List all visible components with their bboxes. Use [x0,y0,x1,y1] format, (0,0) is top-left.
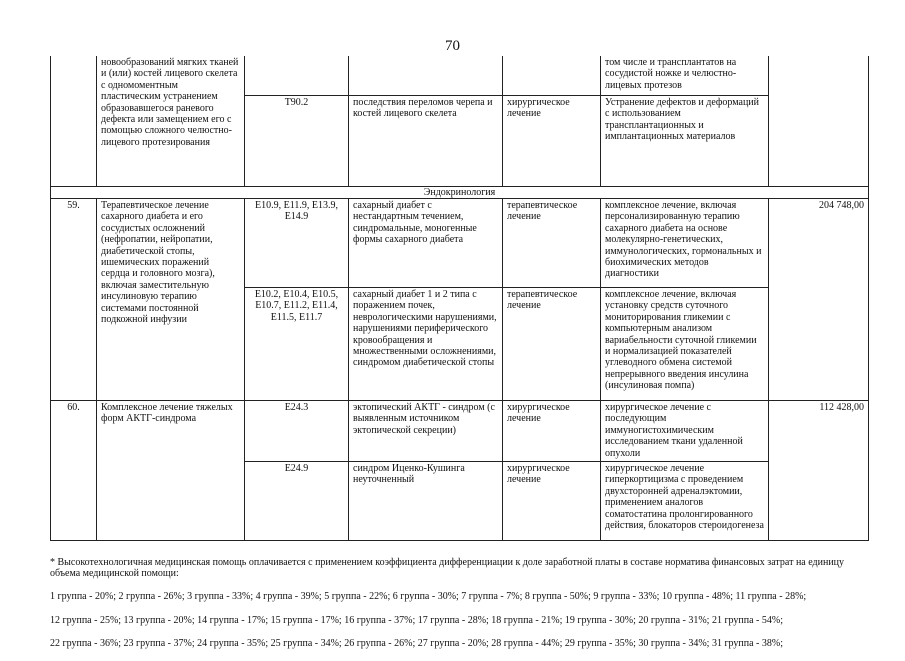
method-cell: комплексное лечение, включая установку средств суточного мониторирования гликемии с компьютерным анализом вариабельности суточной гликемии и нормализацией показателей углеводного обмена системой непрерывного введения инсулина (инсулиновая помпа) [601,288,769,401]
procedure-name-cell: Терапевтическое лечение сахарного диабета и его сосудистых осложнений (нефропатии, нейропатии, диабетической стопы, ишемических поражений сердца и головного мозга), включая заместительную инсулиновую терапию системами постоянной подкожной инфузии [97,199,245,401]
footnote-groups-line: 22 группа - 36%; 23 группа - 37%; 24 группа - 35%; 25 группа - 34%; 26 группа - 26%; 27 группа - 20%; 28 группа - 44%; 29 группа - 35%; 30 группа - 34%; 31 группа - 38%; [50,637,783,649]
treatment-cell: терапевтическое лечение [503,199,601,288]
continuation-row [51,56,869,96]
code-cell: T90.2 [245,96,349,187]
footnote-groups-line: 12 группа - 25%; 13 группа - 20%; 14 группа - 17%; 15 группа - 17%; 16 группа - 37%; 17 группа - 28%; 18 группа - 21%; 19 группа - 30%; 20 группа - 31%; 21 группа - 54%; [50,614,783,626]
procedure-name-cell: Комплексное лечение тяжелых форм АКТГ-синдрома [97,401,245,541]
model-cell-empty [349,56,503,96]
treatment-cell: терапевтическое лечение [503,288,601,401]
section-heading-row [51,187,869,199]
page-number: 70 [445,38,460,54]
code-cell: E10.2, E10.4, E10.5, E10.7, E11.2, E11.4, E11.5, E11.7 [245,288,349,401]
footnote-text: * Высокотехнологичная медицинская помощь оплачивается с применением коэффициента дифференциации к доле заработной платы в составе норматива финансовых затрат на единицу объема медицинской помощи: [50,556,845,580]
footnote [50,545,870,661]
treatment-cell: хирургическое лечение [503,462,601,541]
cost-cell: 112 428,00 [769,401,869,541]
method-cell: комплексное лечение, включая персонализированную терапию сахарного диабета на основе молекулярно-генетических, иммунологических, гормональных и биохимических методов диагностики [601,199,769,288]
treatment-cell-empty [503,56,601,96]
code-cell: E10.9, E11.9, E13.9, E14.9 [245,199,349,288]
table-row [51,199,869,288]
procedure-name-cell: новообразований мягких тканей и (или) костей лицевого скелета с одномоментным пластическим устранением образовавшегося раневого дефекта или замещением его с помощью сложного челюстно-лицевого протезирования [97,56,245,187]
method-cell: том числе и трансплантатов на сосудистой ножке и челюстно-лицевых протезов [601,56,769,96]
entry-number: 60. [51,401,97,541]
entry-number: 59. [51,199,97,401]
model-cell: сахарный диабет с нестандартным течением, синдромальные, моногенные формы сахарного диабета [349,199,503,288]
treatment-cell: хирургическое лечение [503,401,601,462]
section-heading: Эндокринология [51,187,869,199]
treatment-cell: хирургическое лечение [503,96,601,187]
num-cell-empty [51,56,97,187]
method-cell: хирургическое лечение гиперкортицизма с проведением двухсторонней адреналэктомии, применением аналогов соматостатина пролонгированного действия, блокаторов стероидогенеза [601,462,769,541]
cost-cell: 204 748,00 [769,199,869,401]
table-row [51,401,869,462]
procedures-table [50,56,869,541]
code-cell-empty [245,56,349,96]
model-cell: синдром Иценко-Кушинга неуточненный [349,462,503,541]
cost-cell-empty [769,56,869,187]
model-cell: эктопический АКТГ - синдром (с выявленным источником эктопической секреции) [349,401,503,462]
code-cell: E24.9 [245,462,349,541]
code-cell: E24.3 [245,401,349,462]
footnote-groups-line: 1 группа - 20%; 2 группа - 26%; 3 группа - 33%; 4 группа - 39%; 5 группа - 22%; 6 группа - 30%; 7 группа - 7%; 8 группа - 50%; 9 группа - 33%; 10 группа - 48%; 11 группа - 28%; [50,591,807,603]
method-cell: хирургическое лечение с последующим иммуногистохимическим исследованием ткани удаленной опухоли [601,401,769,462]
model-cell: сахарный диабет 1 и 2 типа с поражением почек, неврологическими нарушениями, нарушениями периферического кровообращения и множественными осложнениями, синдромом диабетической стопы [349,288,503,401]
model-cell: последствия переломов черепа и костей лицевого скелета [349,96,503,187]
method-cell: Устранение дефектов и деформаций с использованием трансплантационных и имплантационных материалов [601,96,769,187]
